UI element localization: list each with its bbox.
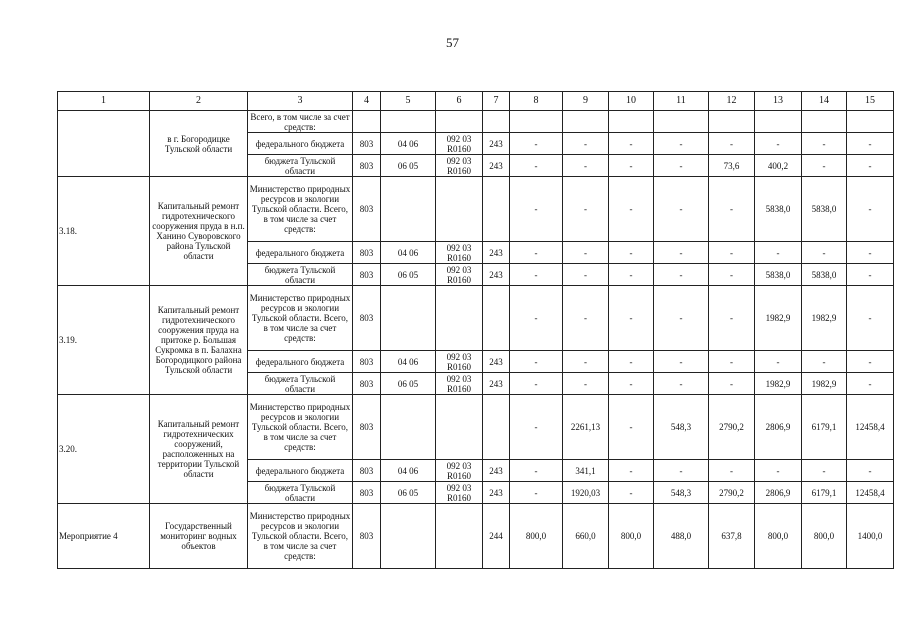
value-cell: -	[847, 177, 894, 242]
value-cell: 341,1	[563, 460, 609, 482]
header-cell: 8	[510, 92, 563, 111]
header-cell: 1	[58, 92, 150, 111]
value-cell: 04 06	[381, 460, 436, 482]
value-cell: 800,0	[755, 504, 802, 569]
value-cell: 06 05	[381, 155, 436, 177]
value-cell: -	[563, 264, 609, 286]
header-cell: 2	[150, 92, 248, 111]
value-cell	[436, 504, 483, 569]
value-cell: 803	[353, 177, 381, 242]
value-cell	[353, 111, 381, 133]
value-cell	[563, 111, 609, 133]
value-cell	[436, 177, 483, 242]
value-cell: 092 03 R0160	[436, 373, 483, 395]
value-cell: 1982,9	[755, 286, 802, 351]
value-cell: 2261,13	[563, 395, 609, 460]
budget-table	[57, 91, 894, 569]
value-cell	[483, 395, 510, 460]
table-row	[58, 177, 894, 242]
value-cell: -	[847, 155, 894, 177]
value-cell: -	[755, 460, 802, 482]
value-cell: 1920,03	[563, 482, 609, 504]
value-cell: -	[609, 242, 654, 264]
value-cell: -	[510, 133, 563, 155]
value-cell: -	[709, 133, 755, 155]
value-cell	[802, 111, 847, 133]
value-cell	[436, 286, 483, 351]
header-cell: 10	[609, 92, 654, 111]
value-cell: -	[609, 460, 654, 482]
header-cell: 12	[709, 92, 755, 111]
value-cell: 5838,0	[755, 264, 802, 286]
value-cell: -	[709, 460, 755, 482]
value-cell: -	[654, 264, 709, 286]
value-cell: 243	[483, 351, 510, 373]
object-name-cell: Капитальный ремонт гидротехнического сооружения пруда в н.п. Ханино Суворовского района Тульской области	[150, 177, 248, 286]
header-cell: 6	[436, 92, 483, 111]
table-row	[58, 504, 894, 569]
value-cell: -	[654, 286, 709, 351]
source-cell: Министерство природных ресурсов и экологии Тульской области. Всего, в том числе за счет средств:	[248, 286, 353, 351]
value-cell: -	[510, 373, 563, 395]
value-cell: -	[510, 264, 563, 286]
row-number-cell: 3.19.	[58, 286, 150, 395]
value-cell: 243	[483, 460, 510, 482]
value-cell: 04 06	[381, 133, 436, 155]
value-cell: 800,0	[802, 504, 847, 569]
value-cell: -	[709, 177, 755, 242]
value-cell: 06 05	[381, 264, 436, 286]
value-cell: 803	[353, 395, 381, 460]
value-cell: 1400,0	[847, 504, 894, 569]
value-cell: 243	[483, 155, 510, 177]
object-name-cell: Государственный мониторинг водных объектов	[150, 504, 248, 569]
source-cell: федерального бюджета	[248, 242, 353, 264]
value-cell: -	[709, 373, 755, 395]
value-cell	[381, 177, 436, 242]
value-cell: 803	[353, 133, 381, 155]
value-cell: -	[563, 242, 609, 264]
value-cell: 400,2	[755, 155, 802, 177]
value-cell: 1982,9	[802, 286, 847, 351]
value-cell: -	[802, 351, 847, 373]
value-cell	[436, 395, 483, 460]
object-name-cell: Капитальный ремонт гидротехнических сооружений, расположенных на территории Тульской области	[150, 395, 248, 504]
value-cell: 04 06	[381, 242, 436, 264]
value-cell: 092 03 R0160	[436, 133, 483, 155]
value-cell: -	[510, 286, 563, 351]
value-cell: 092 03 R0160	[436, 351, 483, 373]
value-cell: -	[755, 242, 802, 264]
row-number-cell	[58, 111, 150, 177]
value-cell: 803	[353, 286, 381, 351]
value-cell: -	[510, 460, 563, 482]
value-cell: 04 06	[381, 351, 436, 373]
value-cell: -	[609, 133, 654, 155]
value-cell: -	[709, 242, 755, 264]
value-cell: -	[510, 351, 563, 373]
value-cell: -	[510, 395, 563, 460]
source-cell: бюджета Тульской области	[248, 373, 353, 395]
value-cell: 803	[353, 351, 381, 373]
source-cell: Министерство природных ресурсов и экологии Тульской области. Всего, в том числе за счет средств:	[248, 177, 353, 242]
value-cell: 73,6	[709, 155, 755, 177]
value-cell: -	[510, 242, 563, 264]
source-cell: федерального бюджета	[248, 133, 353, 155]
value-cell	[483, 286, 510, 351]
value-cell: -	[609, 373, 654, 395]
value-cell: -	[510, 177, 563, 242]
value-cell: -	[510, 482, 563, 504]
value-cell: 637,8	[709, 504, 755, 569]
value-cell	[654, 111, 709, 133]
value-cell: -	[654, 460, 709, 482]
value-cell: -	[709, 264, 755, 286]
value-cell: 5838,0	[802, 264, 847, 286]
value-cell: -	[563, 177, 609, 242]
source-cell: бюджета Тульской области	[248, 482, 353, 504]
value-cell: -	[847, 286, 894, 351]
value-cell: 803	[353, 155, 381, 177]
row-number-cell: 3.20.	[58, 395, 150, 504]
value-cell: -	[847, 242, 894, 264]
value-cell: -	[847, 264, 894, 286]
value-cell: 548,3	[654, 482, 709, 504]
value-cell	[609, 111, 654, 133]
value-cell	[381, 286, 436, 351]
value-cell: -	[510, 155, 563, 177]
header-cell: 13	[755, 92, 802, 111]
value-cell: -	[609, 177, 654, 242]
header-cell: 11	[654, 92, 709, 111]
value-cell	[483, 111, 510, 133]
value-cell	[381, 395, 436, 460]
header-row	[58, 92, 894, 111]
value-cell: -	[609, 155, 654, 177]
value-cell: -	[802, 460, 847, 482]
header-cell: 3	[248, 92, 353, 111]
value-cell: 06 05	[381, 373, 436, 395]
value-cell: -	[802, 133, 847, 155]
value-cell: 803	[353, 373, 381, 395]
value-cell: 660,0	[563, 504, 609, 569]
value-cell: 244	[483, 504, 510, 569]
value-cell	[381, 504, 436, 569]
object-name-cell: в г. Богородицке Тульской области	[150, 111, 248, 177]
value-cell: 2806,9	[755, 482, 802, 504]
value-cell: 548,3	[654, 395, 709, 460]
value-cell: -	[654, 373, 709, 395]
value-cell: 2806,9	[755, 395, 802, 460]
object-name-cell: Капитальный ремонт гидротехнического сооружения пруда на притоке р. Большая Сукромка в п. Балахна Богородицкого района Тульской области	[150, 286, 248, 395]
value-cell	[436, 111, 483, 133]
source-cell: Министерство природных ресурсов и экологии Тульской области. Всего, в том числе за счет средств:	[248, 395, 353, 460]
value-cell	[755, 111, 802, 133]
header-cell: 7	[483, 92, 510, 111]
value-cell	[709, 111, 755, 133]
value-cell: 092 03 R0160	[436, 482, 483, 504]
value-cell: -	[609, 264, 654, 286]
value-cell: -	[847, 373, 894, 395]
value-cell	[847, 111, 894, 133]
value-cell: -	[609, 286, 654, 351]
source-cell: Всего, в том числе за счет средств:	[248, 111, 353, 133]
value-cell: 243	[483, 242, 510, 264]
value-cell: -	[847, 133, 894, 155]
source-cell: бюджета Тульской области	[248, 264, 353, 286]
table-row	[58, 395, 894, 460]
value-cell: 12458,4	[847, 482, 894, 504]
value-cell: 12458,4	[847, 395, 894, 460]
value-cell: 092 03 R0160	[436, 460, 483, 482]
value-cell: -	[563, 155, 609, 177]
value-cell: 803	[353, 504, 381, 569]
value-cell: -	[609, 395, 654, 460]
table-row	[58, 286, 894, 351]
source-cell: Министерство природных ресурсов и экологии Тульской области. Всего, в том числе за счет средств:	[248, 504, 353, 569]
value-cell: -	[654, 133, 709, 155]
value-cell: 06 05	[381, 482, 436, 504]
header-cell: 4	[353, 92, 381, 111]
value-cell: -	[802, 155, 847, 177]
value-cell: -	[563, 133, 609, 155]
value-cell: 800,0	[510, 504, 563, 569]
value-cell: 2790,2	[709, 482, 755, 504]
header-cell: 9	[563, 92, 609, 111]
value-cell: -	[709, 351, 755, 373]
value-cell: 243	[483, 373, 510, 395]
value-cell: 1982,9	[755, 373, 802, 395]
value-cell: -	[755, 351, 802, 373]
header-cell: 15	[847, 92, 894, 111]
value-cell: 1982,9	[802, 373, 847, 395]
value-cell: 488,0	[654, 504, 709, 569]
value-cell: 092 03 R0160	[436, 264, 483, 286]
value-cell: 803	[353, 460, 381, 482]
value-cell: -	[563, 373, 609, 395]
value-cell: -	[847, 460, 894, 482]
source-cell: бюджета Тульской области	[248, 155, 353, 177]
value-cell: 243	[483, 133, 510, 155]
table-row	[58, 111, 894, 133]
value-cell: -	[609, 482, 654, 504]
source-cell: федерального бюджета	[248, 460, 353, 482]
value-cell: 5838,0	[802, 177, 847, 242]
value-cell: 803	[353, 242, 381, 264]
value-cell: 092 03 R0160	[436, 242, 483, 264]
header-cell: 14	[802, 92, 847, 111]
value-cell: -	[755, 133, 802, 155]
header-cell: 5	[381, 92, 436, 111]
value-cell	[381, 111, 436, 133]
value-cell: 803	[353, 264, 381, 286]
value-cell: -	[654, 155, 709, 177]
value-cell: -	[847, 351, 894, 373]
page-number: 57	[446, 35, 459, 50]
row-number-cell: 3.18.	[58, 177, 150, 286]
value-cell: 2790,2	[709, 395, 755, 460]
value-cell: -	[563, 351, 609, 373]
row-number-cell: Мероприятие 4	[58, 504, 150, 569]
value-cell: 5838,0	[755, 177, 802, 242]
value-cell: -	[654, 177, 709, 242]
value-cell: 6179,1	[802, 482, 847, 504]
value-cell: 800,0	[609, 504, 654, 569]
value-cell: -	[802, 242, 847, 264]
value-cell: 243	[483, 264, 510, 286]
value-cell	[483, 177, 510, 242]
value-cell	[510, 111, 563, 133]
value-cell: -	[563, 286, 609, 351]
value-cell: -	[654, 351, 709, 373]
value-cell: 092 03 R0160	[436, 155, 483, 177]
value-cell: 6179,1	[802, 395, 847, 460]
value-cell: -	[654, 242, 709, 264]
source-cell: федерального бюджета	[248, 351, 353, 373]
value-cell: 803	[353, 482, 381, 504]
value-cell: -	[609, 351, 654, 373]
value-cell: 243	[483, 482, 510, 504]
value-cell: -	[709, 286, 755, 351]
